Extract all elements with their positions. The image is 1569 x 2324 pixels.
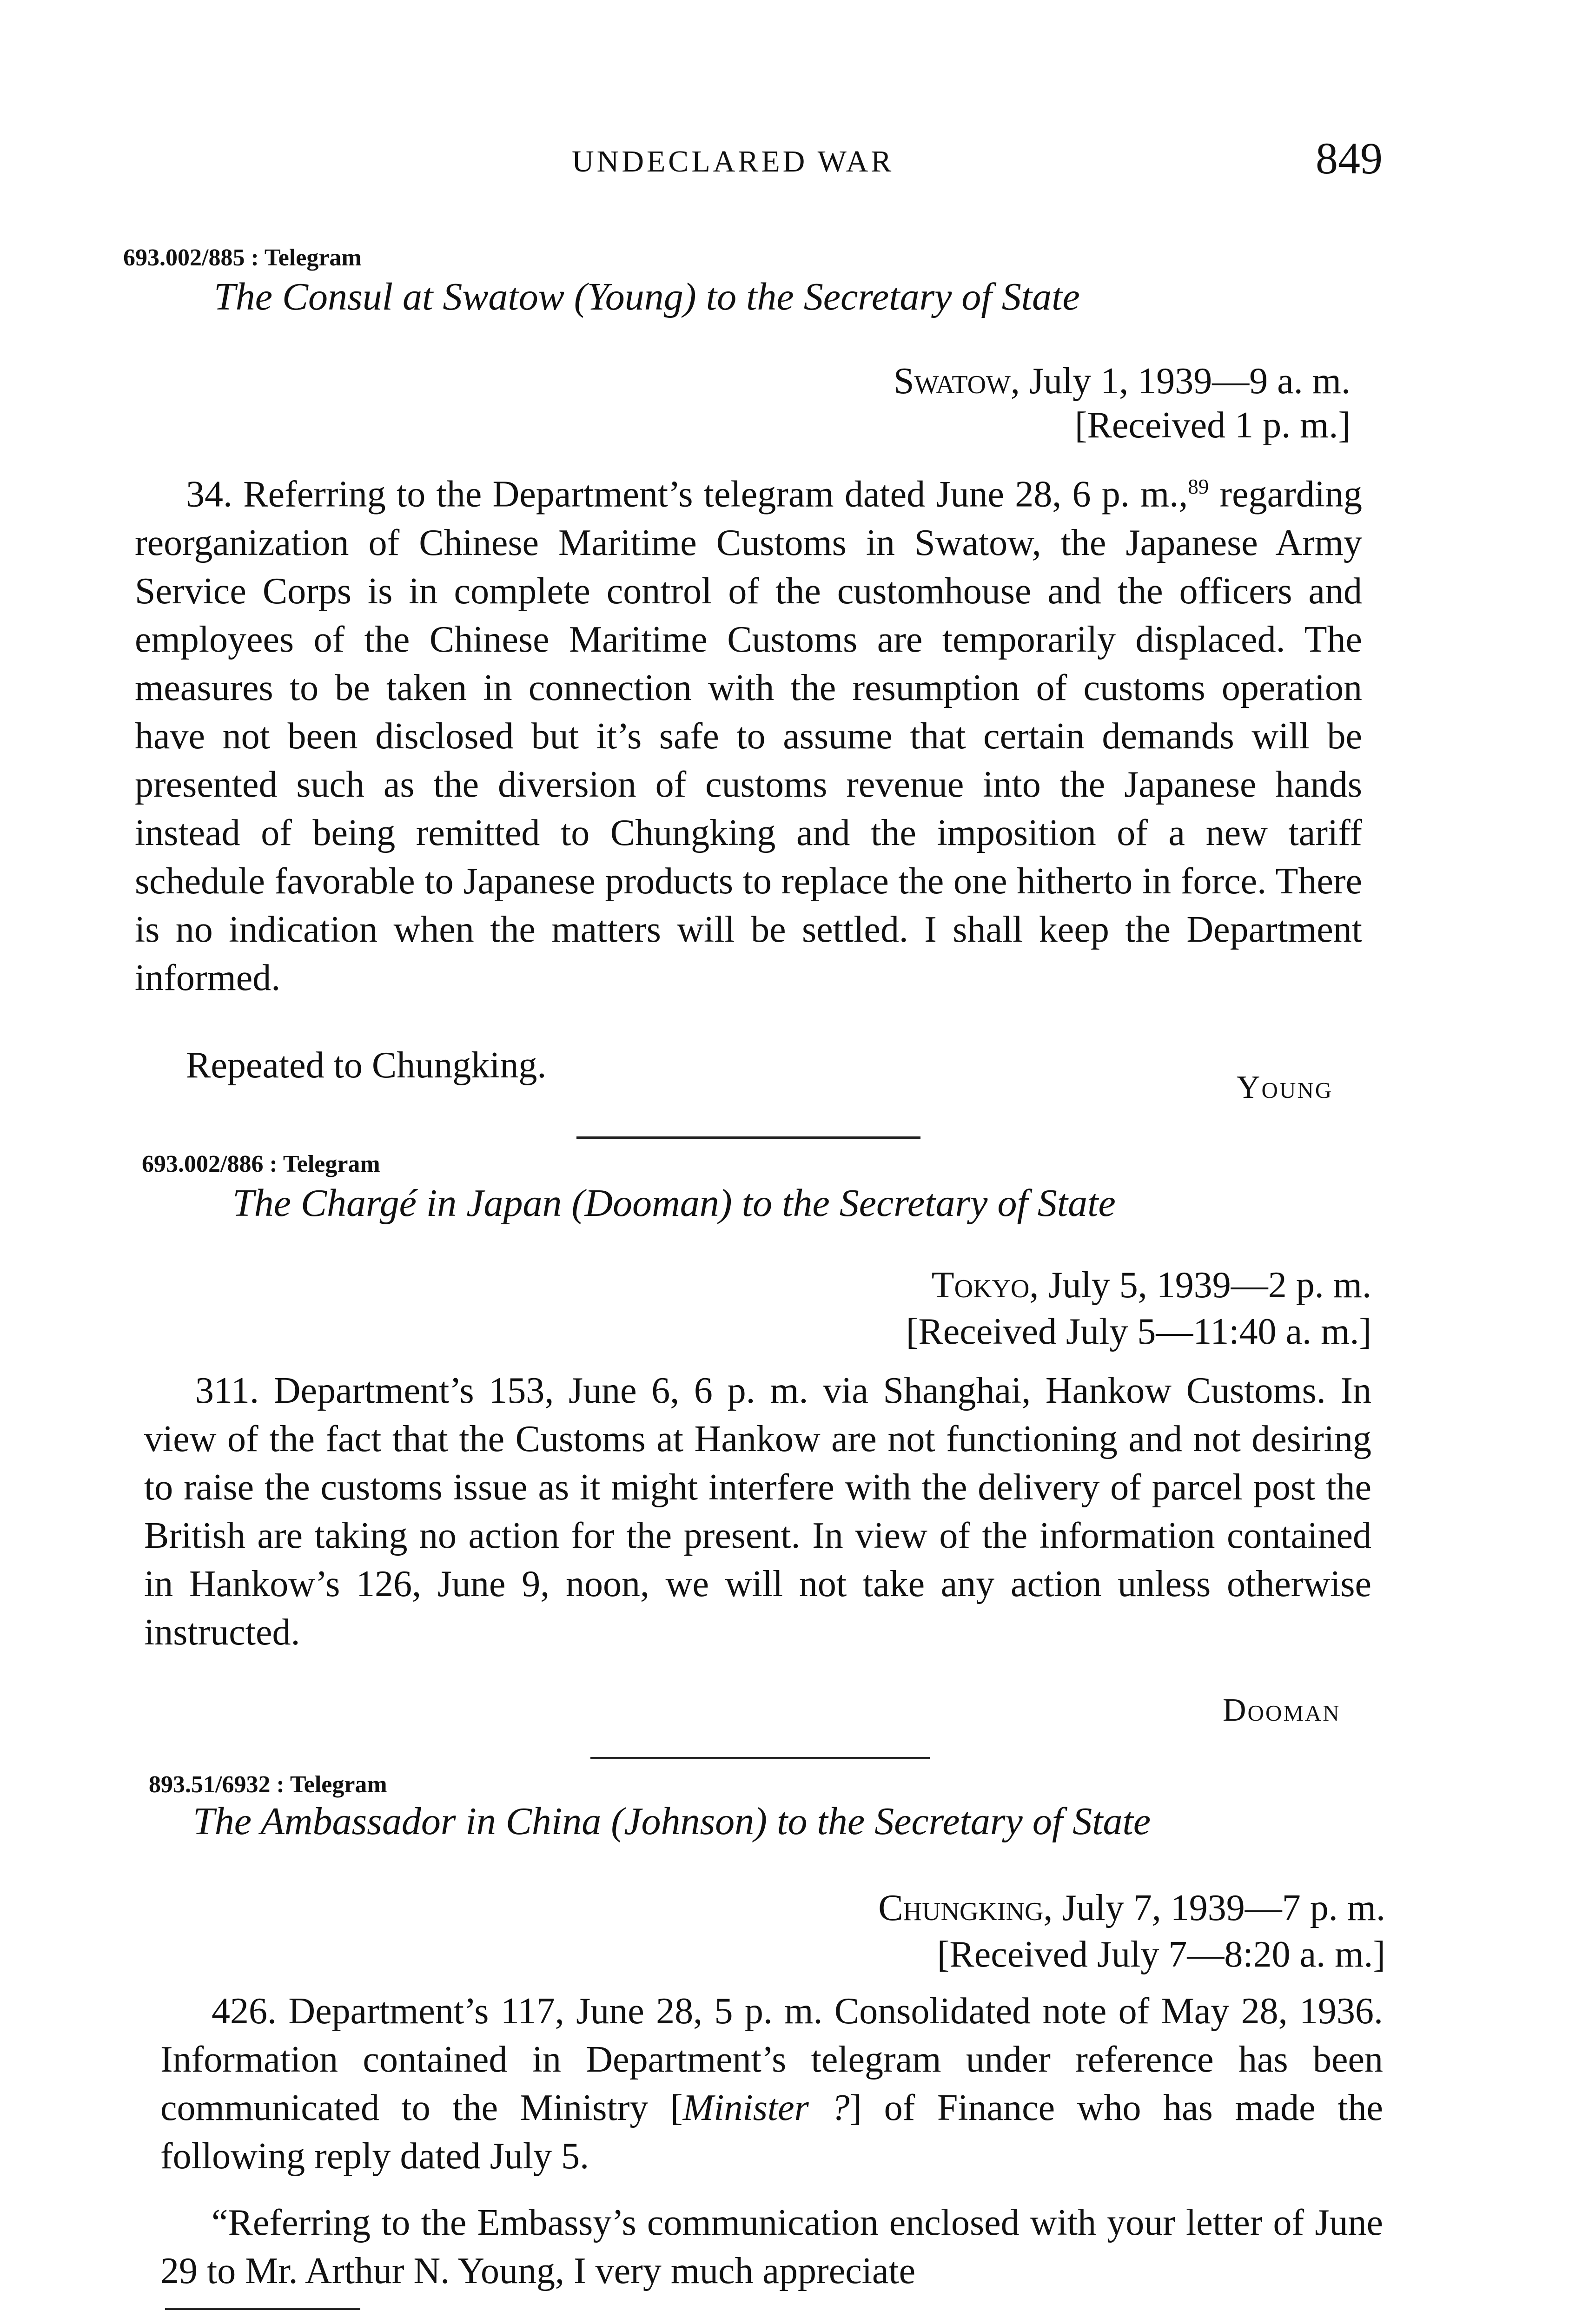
document-2-signature: Dooman (1223, 1692, 1341, 1728)
document-3-paragraph-1: 426. Department’s 117, June 28, 5 p. m. Consolidated note of May 28, 1936. Information contained in Department’s telegram under reference has been communicated to the Ministry [Minister ?] of Finance who has made the following reply dated July 5. (160, 1991, 1383, 2177)
document-2-received: [Received July 5—11:40 a. m.] (906, 1311, 1371, 1352)
document-1-paragraph-1: 34. Referring to the Department’s telegram dated June 28, 6 p. m.,$^{89}$ regarding reorganization of Chinese Maritime Customs in Swatow, the Japanese Army Service Corps is in complete control of the customhouse and the officers and employees of the Chinese Maritime Customs are temporarily displaced. The measures to be taken in connection with the resumption of customs operation have not been disclosed but it’s safe to assume that certain demands will be presented such as the diversion of customs revenue into the Japanese hands instead of being remitted to Chungking and the imposition of a new tariff schedule favorable to Japanese products to replace the one hitherto in force. There is no indication when the matters will be settled. I shall keep the Department informed. (135, 474, 1362, 998)
running-title: UNDECLARED WAR (572, 145, 894, 178)
section-divider (590, 1757, 930, 1759)
document-1-title: The Consul at Swatow (Young) to the Secretary of State (214, 275, 1080, 318)
document-3-title: The Ambassador in China (Johnson) to the Secretary of State (193, 1800, 1151, 1843)
page-number: 849 (1316, 133, 1383, 183)
document-1-dateline: Swatow, July 1, 1939—9 a. m. (894, 361, 1351, 402)
footnote-marker: 89 (1188, 475, 1209, 498)
document-2-dateline: Tokyo, July 5, 1939—2 p. m. (931, 1265, 1371, 1306)
document-1-paragraph-2: Repeated to Chungking. (186, 1045, 547, 1086)
document-1-signature: Young (1237, 1070, 1333, 1105)
document-1-received: [Received 1 p. m.] (1074, 405, 1351, 446)
document-3-ref: 893.51/6932 : Telegram (149, 1771, 387, 1798)
document-1-ref: 693.002/885 : Telegram (123, 244, 362, 271)
document-3-paragraph-2: “Referring to the Embassy’s communication enclosed with your letter of June 29 to Mr. Arthur N. Young, I very much appreciate (160, 2202, 1383, 2291)
document-2-title: The Chargé in Japan (Dooman) to the Secretary of State (232, 1182, 1116, 1225)
document-2-ref: 693.002/886 : Telegram (142, 1151, 380, 1177)
section-divider (576, 1136, 920, 1139)
document-3-received: [Received July 7—8:20 a. m.] (937, 1934, 1385, 1975)
footnote-divider (165, 2308, 360, 2310)
document-3-editorial-query: Minister ? (682, 2087, 850, 2128)
document-2-paragraph-1: 311. Department’s 153, June 6, 6 p. m. via Shanghai, Hankow Customs. In view of the fact that the Customs at Hankow are not functioning and not desiring to raise the customs issue as it might interfere with the delivery of parcel post the British are taking no action for the present. In view of the information contained in Hankow’s 126, June 9, noon, we will not take any action unless otherwise instructed. (144, 1370, 1371, 1653)
document-3-dateline: Chungking, July 7, 1939—7 p. m. (878, 1888, 1385, 1928)
